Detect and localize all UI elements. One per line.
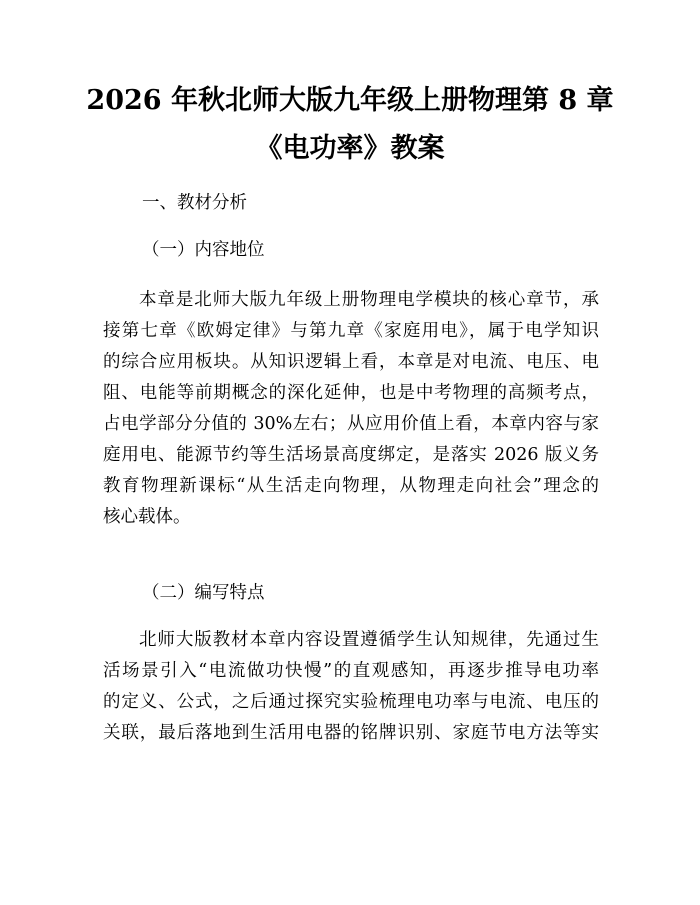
paragraph-line: 接第七章《欧姆定律》与第九章《家庭用电》，属于电学知识 (103, 321, 599, 341)
paragraph-line: 活场景引入“电流做功快慢”的直观感知，再逐步推导电功率 (103, 661, 599, 681)
paragraph-writing-features (103, 625, 599, 749)
paragraph-content-position (103, 285, 599, 533)
paragraph-line: 阻、电能等前期概念的深化延伸，也是中考物理的高频考点， (103, 383, 599, 403)
paragraph-line: 教育物理新课标“从生活走向物理，从物理走向社会”理念的 (103, 476, 599, 496)
subsection-heading-content-position: （一）内容地位 (142, 240, 265, 260)
paragraph-line: 的定义、公式，之后通过探究实验梳理电功率与电流、电压的 (103, 692, 599, 712)
subsection-heading-writing-features: （二）编写特点 (142, 583, 265, 603)
paragraph-line: 的综合应用板块。从知识逻辑上看，本章是对电流、电压、电 (103, 352, 599, 372)
document-title-line-1: 2026 年秋北师大版九年级上册物理第 8 章 (86, 85, 614, 116)
document-title-line-2: 《电功率》教案 (255, 133, 445, 164)
paragraph-line: 北师大版教材本章内容设置遵循学生认知规律，先通过生 (139, 630, 599, 650)
paragraph-line: 庭用电、能源节约等生活场景高度绑定，是落实 2026 版义务 (103, 445, 599, 465)
paragraph-line: 关联，最后落地到生活用电器的铭牌识别、家庭节电方法等实 (103, 723, 599, 743)
paragraph-line: 核心载体。 (103, 507, 191, 527)
paragraph-line: 本章是北师大版九年级上册物理电学模块的核心章节，承 (139, 290, 599, 310)
paragraph-line: 占电学部分分值的 30%左右；从应用价值上看，本章内容与家 (103, 414, 599, 434)
section-heading-textbook-analysis: 一、教材分析 (142, 193, 247, 213)
